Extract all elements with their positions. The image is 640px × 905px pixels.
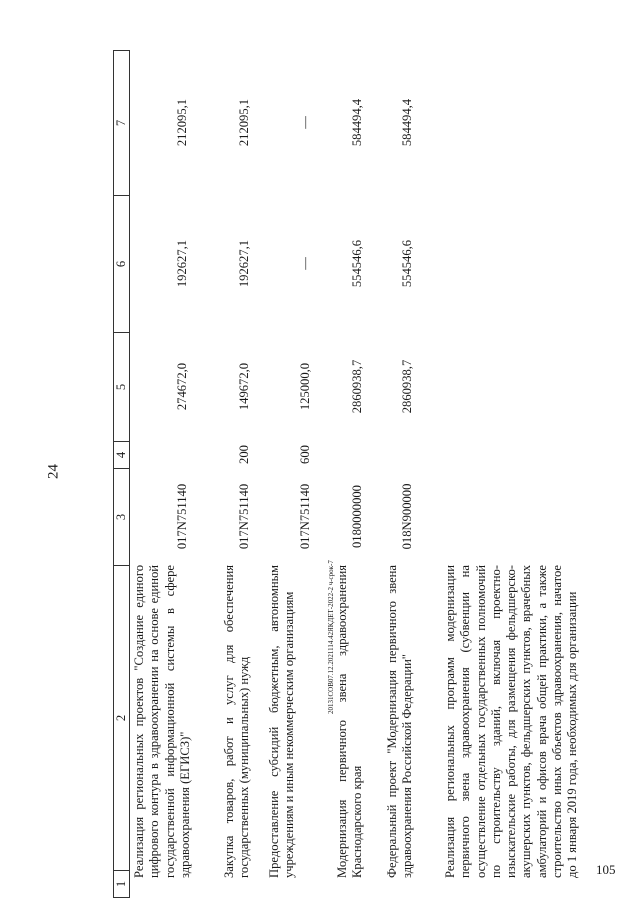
row-3-col7: — <box>298 116 312 129</box>
row-2-col6: 192627,1 <box>237 239 251 288</box>
budget-table <box>113 50 618 898</box>
rotated-table-container <box>113 50 618 898</box>
row-3-code: 017N751140 <box>298 483 312 550</box>
header-col-3: 3 <box>113 468 130 565</box>
row-5-code: 018N900000 <box>400 483 414 550</box>
row-2-kvr: 200 <box>237 445 251 464</box>
row-2-name: Закупка товаров, работ и услуг для обеспечения государственных (муниципальных) нужд <box>222 565 252 878</box>
row-4-col7: 584494,4 <box>350 98 364 147</box>
row-3-name: Предоставление субсидий бюджетным, автономным учреждениям и иным некоммерческим организациям <box>267 565 297 878</box>
document-code: 20131COB07.12.2021114.42ЯКДЕТ-2022-2 ч-срок-7 <box>327 560 335 714</box>
row-5-col5: 2860938,7 <box>400 359 414 414</box>
header-col-4: 4 <box>113 441 130 468</box>
row-1-col7: 212095,1 <box>175 98 189 147</box>
row-4-code: 0180000000 <box>350 485 364 548</box>
row-2-col7: 212095,1 <box>237 98 251 147</box>
row-4-col6: 554546,6 <box>350 239 364 288</box>
row-1-col5: 274672,0 <box>175 362 189 411</box>
row-3-kvr: 600 <box>298 445 312 464</box>
row-4-name: Модернизация первичного звена здравоохранения Краснодарского края <box>335 565 365 878</box>
row-5-name: Федеральный проект "Модернизация первичного звена здравоохранения Российской Федерации" <box>385 565 415 878</box>
row-2-code: 017N751140 <box>237 483 251 550</box>
row-4-col5: 2860938,7 <box>350 359 364 414</box>
header-col-7: 7 <box>113 50 130 195</box>
page-number-bottom: 105 <box>596 862 616 877</box>
page-number-top: 24 <box>45 464 62 479</box>
row-1-code: 017N751140 <box>175 483 189 550</box>
row-1-col6: 192627,1 <box>175 239 189 288</box>
header-col-6: 6 <box>113 195 130 332</box>
row-3-col5: 125000,0 <box>298 362 312 411</box>
row-3-col6: — <box>298 257 312 270</box>
row-5-col7: 584494,4 <box>400 98 414 147</box>
row-5-col6: 554546,6 <box>400 239 414 288</box>
row-2-col5: 149672,0 <box>237 362 251 411</box>
row-6-name: Реализация региональных программ модернизации первичного звена здравоохранения (субвенции на осуществление отдельных государственных полномочий по строительству зданий, включая проектно-изыскательские работы, для размещения фельдшерско-акушерских пунктов, фельдшерских пунктов, врачебных амбулаторий и офисов врача общей практики, а также строительство иных объектов здравоохранения, начатое до 1 января 2019 года, необходимых для организации <box>443 565 580 878</box>
header-col-1: 1 <box>113 870 130 898</box>
header-col-5: 5 <box>113 332 130 441</box>
row-1-name: Реализация региональных проектов "Создание единого цифрового контура в здравоохранении на основе единой государственной информационной системы в сфере здравоохранения (ЕГИСЗ)" <box>132 565 192 878</box>
header-col-2: 2 <box>113 565 130 870</box>
